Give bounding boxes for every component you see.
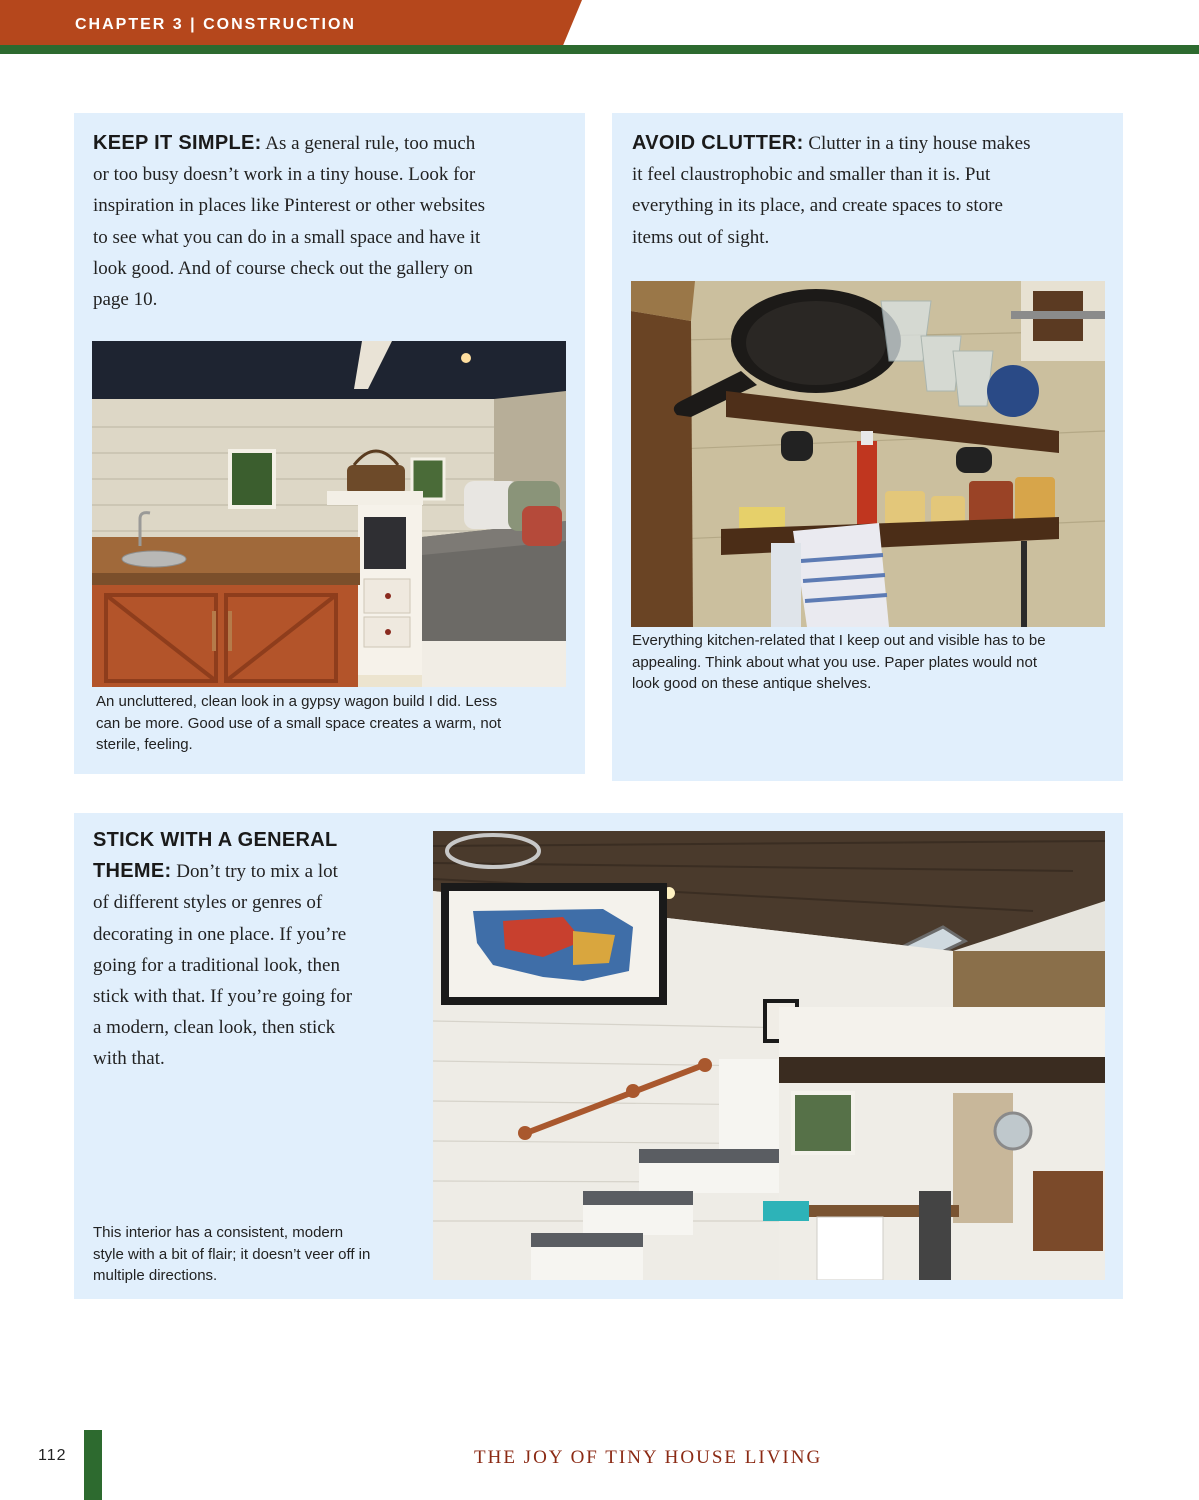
avoid-clutter-text [632,128,1117,253]
text-line: or too busy doesn’t work in a tiny house. Look for [93,164,476,186]
text-line: look good. And of course check out the gallery on [93,257,473,279]
text-line: going for a traditional look, then [93,954,340,976]
caption-line: multiple directions. [93,1267,218,1284]
general-theme-heading-line2: THEME: [93,860,172,883]
avoid-clutter-panel [612,113,1123,781]
keep-it-simple-caption [96,691,576,756]
avoid-clutter-caption [632,630,1117,695]
text-line-span: As a general rule, too much [261,133,476,154]
caption-line: sterile, feeling. [96,736,193,753]
general-theme-heading-line1: STICK WITH A GENERAL [93,829,338,851]
text-line: with that. [93,1048,165,1070]
kitchen-shelves-photo [631,281,1105,627]
text-line-span: Clutter in a tiny house makes [803,133,1031,154]
text-line: a modern, clean look, then stick [93,1017,336,1039]
general-theme-text [93,825,423,1075]
chapter-label [75,16,356,34]
caption-line: This interior has a consistent, modern [93,1224,344,1241]
text-line: of different styles or genres of [93,892,323,914]
text-line: to see what you can do in a small space and have it [93,226,481,248]
caption-line: An uncluttered, clean look in a gypsy wagon build I did. Less [96,693,498,710]
caption-line: Everything kitchen-related that I keep out and visible has to be [632,632,1046,649]
text-line: items out of sight. [632,226,770,248]
text-line [93,128,578,159]
page-number: 112 [38,1447,67,1464]
text-line: decorating in one place. If you’re [93,923,347,945]
chapter-number: CHAPTER 3 [75,16,184,33]
keep-it-simple-heading: KEEP IT SIMPLE: [93,132,262,154]
text-line [93,856,423,887]
keep-it-simple-panel [74,113,585,774]
chapter-section: CONSTRUCTION [203,16,356,33]
caption-line: look good on these antique shelves. [632,675,872,692]
caption-line: appealing. Think about what you use. Paper plates would not [632,653,1037,671]
avoid-clutter-heading: AVOID CLUTTER: [632,132,804,154]
general-theme-caption [93,1222,423,1287]
text-line-span: Don’t try to mix a lot [171,861,338,883]
book-title: THE JOY OF TINY HOUSE LIVING [474,1447,823,1468]
modern-interior-photo [433,831,1105,1280]
text-line: page 10. [93,289,158,311]
gypsy-wagon-photo [92,341,566,687]
general-theme-panel [74,813,1123,1299]
text-line: everything in its place, and create spaces to store [632,195,1003,217]
chapter-separator: | [190,16,197,33]
text-line: stick with that. If you’re going for [93,986,353,1008]
text-line: inspiration in places like Pinterest or other websites [93,195,486,217]
text-line [632,128,1117,159]
keep-it-simple-text [93,128,578,315]
caption-line: style with a bit of flair; it doesn’t veer off in [93,1245,371,1263]
header-rule [0,45,1199,54]
footer-accent-bar [84,1430,102,1500]
caption-line: can be more. Good use of a small space creates a warm, not [96,714,502,732]
text-line: it feel claustrophobic and smaller than it is. Put [632,164,991,186]
